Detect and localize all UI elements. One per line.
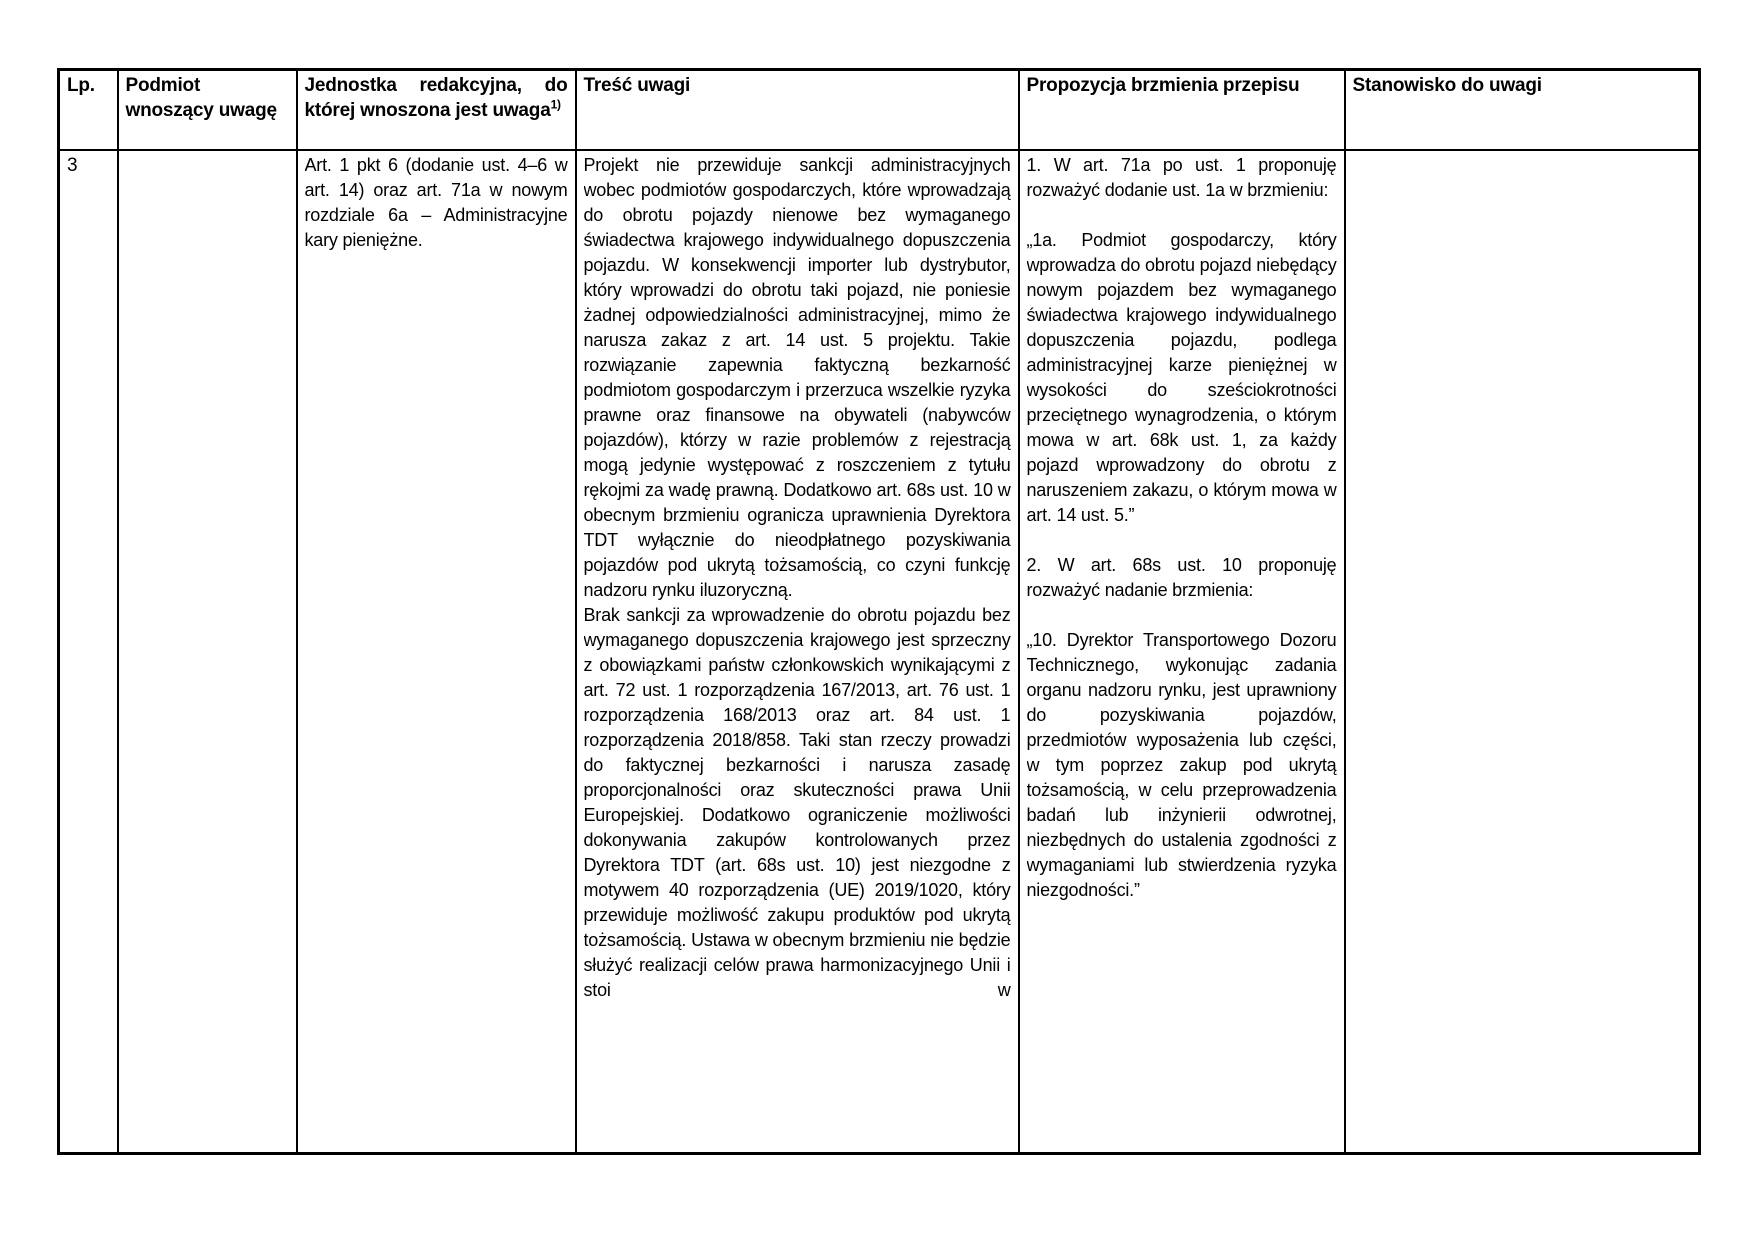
row-number: 3 [67, 154, 78, 176]
header-cell-tresc [576, 70, 1019, 150]
header-cell-podmiot [118, 70, 297, 150]
propozycja-paragraph-2: „1a. Podmiot gospodarczy, który wprowadza do obrotu pojazd niebędący nowym pojazdem bez wymaganego świadectwa krajowego indywidualnego dopuszczenia pojazdu, podlega administracyjnej karze pieniężnej w wysokości do sześciokrotności przeciętnego wynagrodzenia, o którym mowa w art. 68k ust. 1, za każdy pojazd wprowadzony do obrotu z naruszeniem zakazu, o którym mowa w art. 14 ust. 5.” [1026, 229, 1337, 525]
cell-tresc [576, 150, 1019, 1154]
table-row [59, 150, 1700, 1154]
header-cell-jednostka [297, 70, 576, 150]
cell-stanowisko [1345, 150, 1700, 1154]
header-label-lp: Lp. [67, 75, 95, 96]
footnote-marker: 1) [550, 97, 561, 112]
cell-propozycja [1019, 150, 1345, 1154]
header-cell-propozycja [1019, 70, 1345, 150]
header-label-tresc: Treść uwagi [583, 75, 691, 96]
cell-lp [59, 150, 118, 1154]
jednostka-text: Art. 1 pkt 6 (dodanie ust. 4–6 w art. 14) oraz art. 71a w nowym rozdziale 6a – Administracyjne kary pieniężne. [304, 154, 568, 250]
stanowisko-value [1353, 153, 1692, 1152]
header-label-jednostka: Jednostka redakcyjna, do której wnoszona jest uwaga [304, 75, 568, 121]
header-label-propozycja: Propozycja brzmienia przepisu [1026, 75, 1300, 96]
comments-table [57, 68, 1701, 1155]
tresc-paragraph-1: Projekt nie przewiduje sankcji administracyjnych wobec podmiotów gospodarczych, które wprowadzają do obrotu pojazdy nienowe bez wymaganego świadectwa krajowego indywidualnego dopuszczenia pojazdu. W konsekwencji importer lub dystrybutor, który wprowadzi do obrotu taki pojazd, nie poniesie żadnej odpowiedzialności administracyjnej, mimo że narusza zakaz z art. 14 ust. 5 projektu. Takie rozwiązanie zapewnia faktyczną bezkarność podmiotom gospodarczym i przerzuca wszelkie ryzyka prawne oraz finansowe na obywateli (nabywców pojazdów), którzy w razie problemów z rejestracją mogą jedynie występować z roszczeniem z tytułu rękojmi za wadę prawną. Dodatkowo art. 68s ust. 10 w obecnym brzmieniu ogranicza uprawnienia Dyrektora TDT wyłącznie do nieodpłatnego pozyskiwania pojazdów pod ukrytą tożsamością, co czyni funkcję nadzoru rynku iluzoryczną. [583, 154, 1011, 600]
cell-jednostka [297, 150, 576, 1154]
propozycja-paragraph-3: 2. W art. 68s ust. 10 proponuję rozważyć nadanie brzmienia: [1026, 554, 1337, 600]
header-row [59, 70, 1700, 150]
header-label-stanowisko: Stanowisko do uwagi [1352, 75, 1542, 96]
header-cell-stanowisko [1345, 70, 1700, 150]
tresc-paragraph-2: Brak sankcji za wprowadzenie do obrotu pojazdu bez wymaganego dopuszczenia krajowego jest sprzeczny z obowiązkami państw członkowskich wynikającymi z art. 72 ust. 1 rozporządzenia 167/2013, art. 76 ust. 1 rozporządzenia 168/2013 oraz art. 84 ust. 1 rozporządzenia 2018/858. Taki stan rzeczy prowadzi do faktycznej bezkarności i narusza zasadę proporcjonalności oraz skuteczności prawa Unii Europejskiej. Dodatkowo ograniczenie możliwości dokonywania zakupów kontrolowanych przez Dyrektora TDT (art. 68s ust. 10) jest niezgodne z motywem 40 rozporządzenia (UE) 2019/1020, który przewiduje możliwość zakupu produktów pod ukrytą tożsamością. Ustawa w obecnym brzmieniu nie będzie służyć realizacji celów prawa harmonizacyjnego Unii i stoi w [583, 604, 1011, 1000]
propozycja-paragraph-1: 1. W art. 71a po ust. 1 proponuję rozważyć dodanie ust. 1a w brzmieniu: [1026, 154, 1337, 200]
propozycja-paragraph-4: „10. Dyrektor Transportowego Dozoru Technicznego, wykonując zadania organu nadzoru rynku, jest uprawniony do pozyskiwania pojazdów, przedmiotów wyposażenia lub części, w tym poprzez zakup pod ukrytą tożsamością, w celu przeprowadzenia badań lub inżynierii odwrotnej, niezbędnych do ustalenia zgodności z wymaganiami lub stwierdzenia ryzyka niezgodności.” [1026, 629, 1337, 900]
header-label-podmiot: Podmiot wnoszący uwagę [125, 75, 277, 121]
podmiot-value [126, 153, 289, 1152]
cell-podmiot [118, 150, 297, 1154]
header-cell-lp [59, 70, 118, 150]
document-page [57, 68, 1701, 1155]
